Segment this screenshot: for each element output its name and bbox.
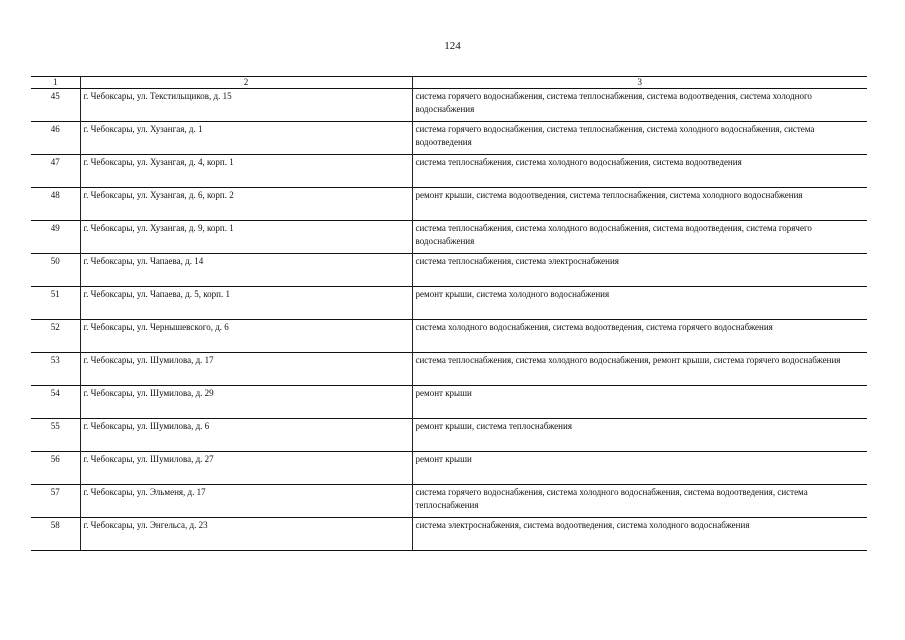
row-works: система горячего водоснабжения, система теплоснабжения, система водоотведения, система холодного водоснабжения [412, 89, 867, 122]
row-address: г. Чебоксары, ул. Чапаева, д. 5, корп. 1 [80, 287, 412, 320]
table-row [31, 221, 867, 254]
row-address: г. Чебоксары, ул. Хузангая, д. 1 [80, 122, 412, 155]
row-address: г. Чебоксары, ул. Эльменя, д. 17 [80, 485, 412, 518]
row-works: система горячего водоснабжения, система холодного водоснабжения, система водоотведения, система теплоснабжения [412, 485, 867, 518]
row-works: система теплоснабжения, система холодного водоснабжения, система водоотведения [412, 155, 867, 188]
table-row [31, 155, 867, 188]
column-header-2: 2 [80, 77, 412, 89]
row-address: г. Чебоксары, ул. Текстильщиков, д. 15 [80, 89, 412, 122]
row-works: ремонт крыши, система теплоснабжения [412, 419, 867, 452]
row-address: г. Чебоксары, ул. Шумилова, д. 29 [80, 386, 412, 419]
row-works: ремонт крыши [412, 386, 867, 419]
row-number: 47 [31, 155, 80, 188]
row-works: система электроснабжения, система водоотведения, система холодного водоснабжения [412, 518, 867, 551]
row-works: система горячего водоснабжения, система теплоснабжения, система холодного водоснабжения, система водоотведения [412, 122, 867, 155]
table-row [31, 518, 867, 551]
row-address: г. Чебоксары, ул. Шумилова, д. 17 [80, 353, 412, 386]
row-number: 58 [31, 518, 80, 551]
row-number: 51 [31, 287, 80, 320]
row-works: ремонт крыши, система водоотведения, система теплоснабжения, система холодного водоснабжения [412, 188, 867, 221]
table-row [31, 122, 867, 155]
column-header-3: 3 [412, 77, 867, 89]
table-row [31, 485, 867, 518]
table-row [31, 89, 867, 122]
page-number: 124 [444, 40, 461, 52]
row-address: г. Чебоксары, ул. Шумилова, д. 6 [80, 419, 412, 452]
table-row [31, 188, 867, 221]
row-works: ремонт крыши [412, 452, 867, 485]
table-row [31, 320, 867, 353]
row-works: система теплоснабжения, система электроснабжения [412, 254, 867, 287]
row-address: г. Чебоксары, ул. Шумилова, д. 27 [80, 452, 412, 485]
row-number: 49 [31, 221, 80, 254]
table-row [31, 386, 867, 419]
table-row [31, 353, 867, 386]
row-number: 57 [31, 485, 80, 518]
table-row [31, 287, 867, 320]
row-number: 53 [31, 353, 80, 386]
column-header-1: 1 [31, 77, 80, 89]
table-row [31, 452, 867, 485]
row-address: г. Чебоксары, ул. Энгельса, д. 23 [80, 518, 412, 551]
row-works: ремонт крыши, система холодного водоснабжения [412, 287, 867, 320]
table-row [31, 419, 867, 452]
row-address: г. Чебоксары, ул. Хузангая, д. 9, корп. 1 [80, 221, 412, 254]
row-number: 46 [31, 122, 80, 155]
row-number: 56 [31, 452, 80, 485]
row-address: г. Чебоксары, ул. Чапаева, д. 14 [80, 254, 412, 287]
row-address: г. Чебоксары, ул. Хузангая, д. 6, корп. 2 [80, 188, 412, 221]
row-address: г. Чебоксары, ул. Хузангая, д. 4, корп. 1 [80, 155, 412, 188]
table-row [31, 254, 867, 287]
row-works: система теплоснабжения, система холодного водоснабжения, ремонт крыши, система горячего водоснабжения [412, 353, 867, 386]
row-works: система холодного водоснабжения, система водоотведения, система горячего водоснабжения [412, 320, 867, 353]
row-number: 48 [31, 188, 80, 221]
row-number: 50 [31, 254, 80, 287]
row-number: 55 [31, 419, 80, 452]
row-number: 52 [31, 320, 80, 353]
row-number: 45 [31, 89, 80, 122]
table-header-row [31, 77, 867, 89]
houses-table [31, 76, 867, 551]
row-number: 54 [31, 386, 80, 419]
row-address: г. Чебоксары, ул. Чернышевского, д. 6 [80, 320, 412, 353]
row-works: система теплоснабжения, система холодного водоснабжения, система водоотведения, система горячего водоснабжения [412, 221, 867, 254]
